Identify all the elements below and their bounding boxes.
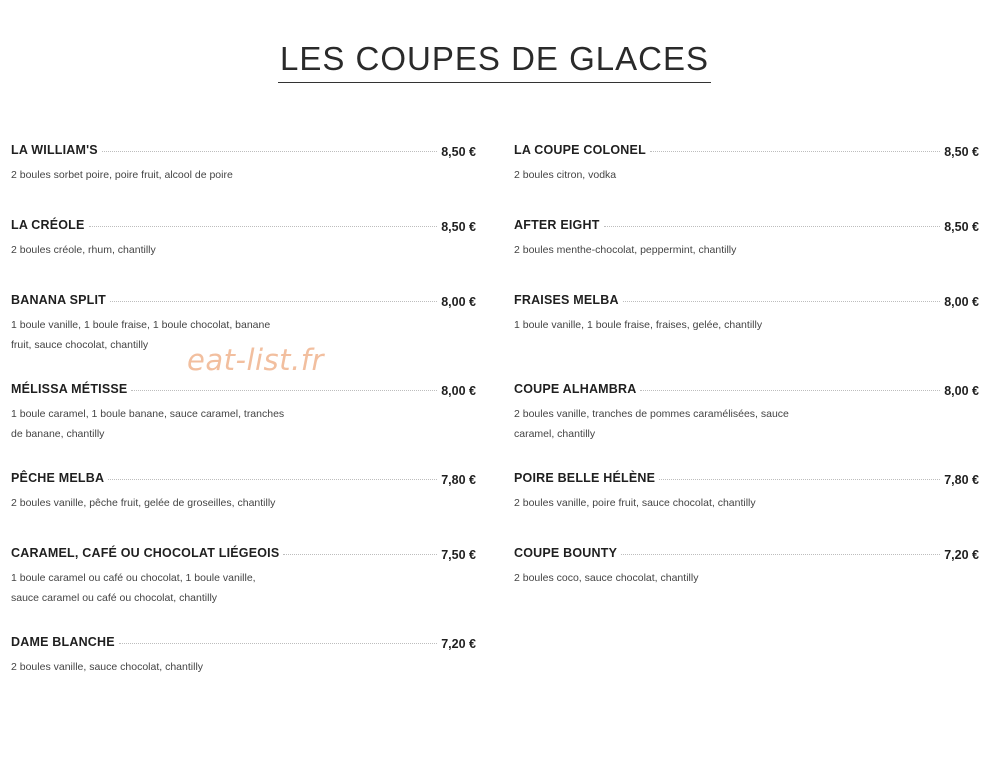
watermark: eat-list.fr (187, 343, 324, 377)
menu-item-price: 8,00 € (944, 384, 979, 398)
page-title (0, 40, 989, 83)
menu-item (514, 546, 979, 589)
menu-item-description: 1 boule vanille, 1 boule fraise, 1 boule chocolat, banane fruit, sauce chocolat, chantilly (11, 319, 271, 351)
dotted-leader (640, 390, 940, 391)
menu-item-price: 8,00 € (944, 295, 979, 309)
dotted-leader (108, 479, 437, 480)
menu-item-name: AFTER EIGHT (514, 218, 600, 232)
menu-item-description: 2 boules coco, sauce chocolat, chantilly (514, 572, 699, 584)
menu-item-name: LA WILLIAM'S (11, 143, 98, 157)
menu-item (514, 293, 979, 336)
menu-item-price: 8,50 € (441, 145, 476, 159)
dotted-leader (102, 151, 437, 152)
menu-item-price: 7,20 € (441, 637, 476, 651)
menu-item (514, 143, 979, 186)
menu-item-name: CARAMEL, CAFÉ OU CHOCOLAT LIÉGEOIS (11, 546, 280, 560)
menu-item-price: 7,80 € (944, 473, 979, 487)
menu-item-price: 8,50 € (944, 220, 979, 234)
menu-item-description: 2 boules vanille, poire fruit, sauce chocolat, chantilly (514, 497, 756, 509)
menu-item-name: COUPE BOUNTY (514, 546, 618, 560)
dotted-leader (283, 554, 437, 555)
menu-item-description: 1 boule caramel ou café ou chocolat, 1 boule vanille, sauce caramel ou café ou chocolat, chantilly (11, 572, 256, 604)
dotted-leader (604, 226, 941, 227)
dotted-leader (621, 554, 940, 555)
menu-item-description: 2 boules citron, vodka (514, 169, 617, 181)
menu-item (514, 382, 979, 444)
menu-item-description: 1 boule caramel, 1 boule banane, sauce caramel, tranches de banane, chantilly (11, 408, 285, 440)
dotted-leader (650, 151, 940, 152)
menu-item-description: 2 boules vanille, pêche fruit, gelée de groseilles, chantilly (11, 497, 276, 509)
menu-item-description: 2 boules créole, rhum, chantilly (11, 244, 156, 256)
menu-item-price: 8,50 € (944, 145, 979, 159)
dotted-leader (623, 301, 941, 302)
menu-item (514, 471, 979, 514)
menu-item (514, 218, 979, 261)
menu-item-price: 8,00 € (441, 295, 476, 309)
dotted-leader (119, 643, 437, 644)
menu-item-description: 2 boules sorbet poire, poire fruit, alcool de poire (11, 169, 233, 181)
menu-item-price: 7,50 € (441, 548, 476, 562)
menu-item-price: 8,00 € (441, 384, 476, 398)
menu-item (11, 218, 476, 261)
menu-item-price: 7,20 € (944, 548, 979, 562)
dotted-leader (89, 226, 438, 227)
menu-item-description: 1 boule vanille, 1 boule fraise, fraises, gelée, chantilly (514, 319, 763, 331)
menu-item-name: FRAISES MELBA (514, 293, 619, 307)
dotted-leader (110, 301, 437, 302)
menu-item (11, 143, 476, 186)
menu-item-name: MÉLISSA MÉTISSE (11, 382, 128, 396)
page-title-text: LES COUPES DE GLACES (278, 40, 711, 83)
menu-item-name: LA CRÉOLE (11, 218, 85, 232)
menu-item-name: LA COUPE COLONEL (514, 143, 646, 157)
menu-item-name: COUPE ALHAMBRA (514, 382, 637, 396)
menu-item-price: 8,50 € (441, 220, 476, 234)
menu-item-name: BANANA SPLIT (11, 293, 106, 307)
menu-item (11, 546, 476, 608)
menu-item-description: 2 boules vanille, tranches de pommes caramélisées, sauce caramel, chantilly (514, 408, 789, 440)
menu-item (11, 382, 476, 444)
menu-item-name: DAME BLANCHE (11, 635, 115, 649)
dotted-leader (131, 390, 437, 391)
menu-item (11, 471, 476, 514)
menu-item-name: POIRE BELLE HÉLÈNE (514, 471, 656, 485)
menu-item-price: 7,80 € (441, 473, 476, 487)
menu-item-description: 2 boules vanille, sauce chocolat, chantilly (11, 661, 204, 673)
menu-item-description: 2 boules menthe-chocolat, peppermint, chantilly (514, 244, 737, 256)
menu-item-name: PÊCHE MELBA (11, 471, 105, 485)
menu-item (11, 635, 476, 678)
dotted-leader (659, 479, 940, 480)
